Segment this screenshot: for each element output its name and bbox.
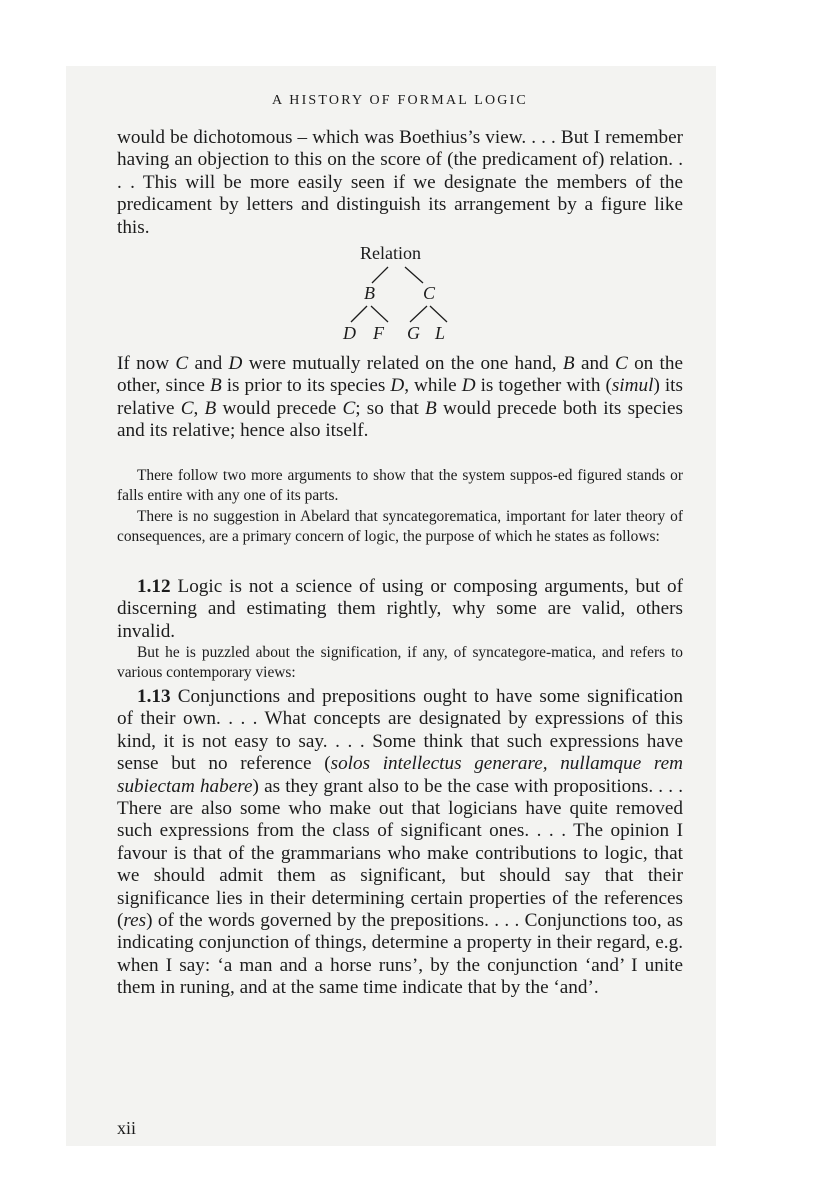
section-number: 1.13 [137,686,171,707]
page-number: xii [117,1118,137,1138]
paragraph-puzzled [117,643,683,684]
section-1-13 [117,686,683,1000]
paragraph-text: There is no suggestion in Abelard that syncategorematica, important for later theory of consequences, are a primary concern of logic, the purpose of which he states as follows: [117,508,683,546]
paragraph-text: would be dichotomous – which was Boethius’s view. . . . But I remember having an objection to this on the score of (the predicament of) relation. . . . This will be more easily seen if we designate the members of the predicament by letters and distinguish its arrangement by a figure like this. [117,127,683,238]
paragraph-text: But he is puzzled about the signification, if any, of syncategore-matica, and refers to various contemporary views: [117,644,683,682]
node-g: G [407,323,420,343]
section-number: 1.12 [137,576,171,597]
paragraph-text: There follow two more arguments to show that the system suppos-ed figured stands or falls entire with any one of its parts. [117,467,683,505]
paragraph-relation-argument [117,353,683,443]
relation-tree-figure [330,242,460,346]
node-b: B [364,283,375,303]
running-head: A HISTORY OF FORMAL LOGIC [272,93,528,108]
paragraph-syncategorematica [117,507,683,548]
paragraph-text: 1.12 Logic is not a science of using or composing arguments, but of discerning and estimating them rightly, why some are valid, others invalid. [117,576,683,642]
paragraph-two-more-arguments [117,466,683,507]
node-l: L [435,323,446,343]
figure-title: Relation [360,243,421,263]
paragraph-text: If now C and D were mutually related on the one hand, B and C on the other, since B is prior to its species D, while D is together with (simul) its relative C, B would precede C; so that B would precede both its species and its relative; hence also itself. [117,353,683,442]
section-1-12 [117,576,683,643]
node-d: D [343,323,356,343]
paragraph-text: 1.13 Conjunctions and prepositions ought to have some signification of their own. . . . What concepts are designated by expressions of this kind, it is not easy to say. . . . Some think that such expressions have sense but no reference (solos intellectus generare, nullamque rem subiectam habere) as they grant also to be the case with propositions. . . . There are also some who make out that logicians have quite removed such expressions from the class of significant ones. . . . The opinion I favour is that of the grammarians who make contributions to logic, that we should admit them as significant, but should say that their significance lies in their determining certain properties of the references (res) of the words governed by the prepositions. . . . Conjunctions too, as indicating conjunction of things, determine a property in their regard, e.g. when I say: ‘a man and a horse runs’, by the conjunction ‘and’ I unite them in runing, and at the same time indicate that by the ‘and’. [117,686,683,999]
node-c: C [423,283,436,303]
paragraph-dichotomous [117,127,683,239]
node-f: F [373,323,384,343]
